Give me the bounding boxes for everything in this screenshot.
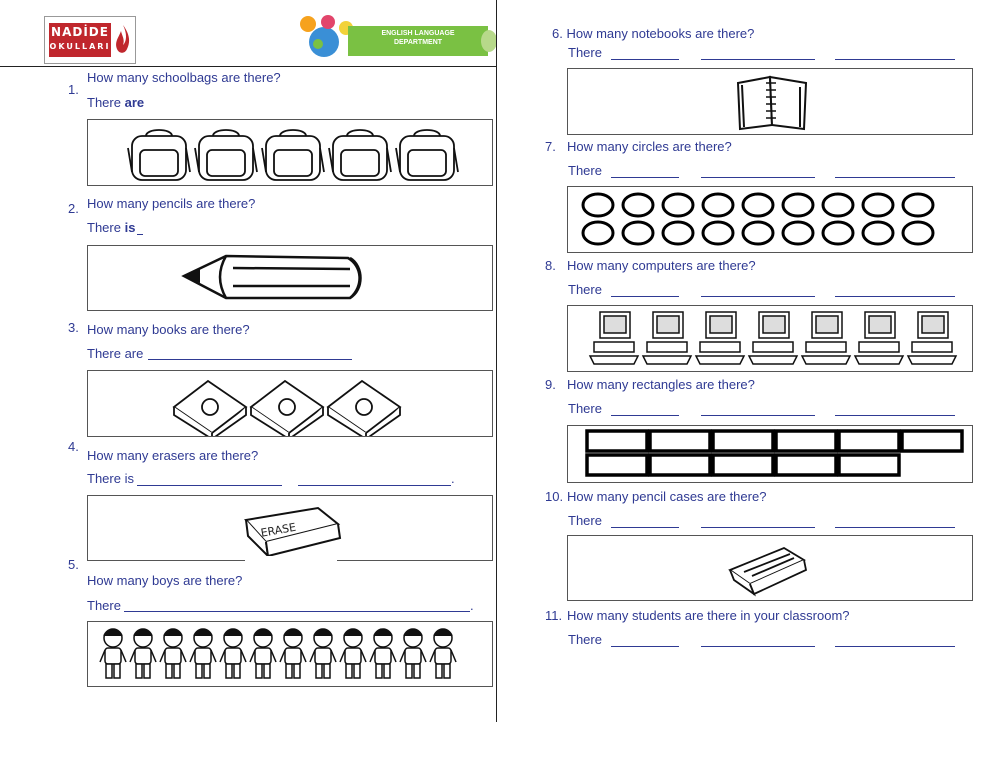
boys-picture [87,621,493,687]
answer-blank[interactable] [124,611,470,612]
circles-picture [567,186,973,253]
computer-icon [908,312,956,364]
answer-prefix: There [568,513,602,528]
question-number: 2. [68,201,79,216]
question-number: 9. [545,377,556,392]
computer-icon [749,312,797,364]
answer-blank[interactable] [611,415,679,416]
computer-icon [590,312,638,364]
department-band [348,26,488,56]
eraser-label: ERASE [259,520,298,540]
rectangle-shape [713,455,773,475]
circle-shape [583,222,613,244]
answer-prefix: There [87,95,121,110]
answer-blank[interactable] [701,59,815,60]
answer-word: are [124,95,145,110]
schoolbag-icon [195,130,257,180]
boy-icon [190,629,216,678]
circle-shape [903,194,933,216]
answer-blank[interactable] [611,59,679,60]
computers-picture [567,305,973,372]
circle-shape [663,194,693,216]
schoolbag-icon [329,130,391,180]
answer-blank[interactable] [611,527,679,528]
computer-icon [802,312,850,364]
circle-shape [743,194,773,216]
erasers-picture [87,495,493,561]
schoolbags-drawing [88,120,492,185]
question-number: 5. [68,557,79,572]
boy-icon [220,629,246,678]
rectangles-picture [567,425,973,483]
rectangle-shape [776,431,836,451]
question-text: How many pencil cases are there? [567,489,767,504]
pencil-case-drawing [568,536,972,600]
computer-icon [643,312,691,364]
flame-icon [113,23,133,57]
boy-icon [160,629,186,678]
boy-icon [100,629,126,678]
pencil-drawing [88,246,492,310]
question-number: 3. [68,320,79,335]
question-text: How many pencils are there? [87,196,256,211]
question-number: 6. [552,26,563,41]
logo-badge [49,23,111,57]
boy-icon [250,629,276,678]
circle-shape [583,194,613,216]
answer-blank[interactable] [701,177,815,178]
book-icon [251,381,323,436]
pencil-cases-picture [567,535,973,601]
book-icon [328,381,400,436]
circle-shape [903,222,933,244]
rectangle-shape [587,455,647,475]
rectangles-drawing [568,426,972,482]
rectangle-shape [650,455,710,475]
schoolbags-picture [87,119,493,186]
logo-line1: NADİDE [51,25,109,39]
answer-word: is [124,220,136,235]
boy-icon [430,629,456,678]
question-number: 8. [545,258,556,273]
answer-blank[interactable] [835,296,955,297]
school-logo [44,16,136,64]
rectangle-shape [650,431,710,451]
circle-shape [863,194,893,216]
answer-prefix: There [568,401,602,416]
answer-blank[interactable] [701,415,815,416]
answer-prefix: There is [87,471,134,486]
answer-blank[interactable] [298,485,451,486]
answer-blank[interactable] [835,177,955,178]
answer-prefix: There [568,45,602,60]
question-number: 10. [545,489,564,504]
circle-shape [663,222,693,244]
notebooks-picture [567,68,973,135]
rectangle-shape [839,431,899,451]
question-text [552,26,754,41]
department-banner [294,14,500,60]
answer-blank[interactable] [835,646,955,647]
answer-blank[interactable] [137,234,143,235]
notebook-drawing [568,69,972,134]
schoolbag-icon [128,130,190,180]
boy-icon [280,629,306,678]
circle-shape [623,222,653,244]
circle-shape [863,222,893,244]
department-line2: DEPARTMENT [393,39,443,46]
box-gap [245,556,337,561]
circle-shape [823,222,853,244]
computer-icon [696,312,744,364]
answer-blank[interactable] [701,296,815,297]
boy-icon [400,629,426,678]
books-picture [87,370,493,437]
answer-prefix: There are [87,346,144,361]
rectangle-shape [713,431,773,451]
circles-drawing [568,187,972,252]
question-number: 11. [545,608,563,623]
answer-suffix: . [451,471,455,486]
answer-blank[interactable] [835,527,955,528]
department-line1: ENGLISH LANGUAGE [381,30,455,37]
schoolbag-icon [396,130,458,180]
question-text: How many erasers are there? [87,448,259,463]
circle-shape [703,222,733,244]
rectangle-shape [902,431,962,451]
boys-drawing [88,622,492,686]
circle-shape [783,222,813,244]
answer-blank[interactable] [611,177,679,178]
answer-prefix: There [568,282,602,297]
question-text: How many circles are there? [567,139,732,154]
circle-shape [623,194,653,216]
answer-line [87,95,144,110]
boy-icon [340,629,366,678]
pencils-picture [87,245,493,311]
question-text: How many computers are there? [567,258,756,273]
answer-blank[interactable] [701,527,815,528]
question-text: How many books are there? [87,322,250,337]
circle-shape [783,194,813,216]
answer-prefix: There [87,598,121,613]
logo-line2: OKULLARI [49,42,111,51]
rectangle-shape [587,431,647,451]
rectangle-shape [776,455,836,475]
boy-icon [130,629,156,678]
question-text: How many schoolbags are there? [87,70,281,85]
books-drawing [88,371,492,436]
circle-shape [703,194,733,216]
header-divider [0,66,497,67]
schoolbag-icon [262,130,324,180]
question-number: 4. [68,439,79,454]
answer-prefix: There [568,632,602,647]
answer-prefix: There [87,220,121,235]
boy-icon [310,629,336,678]
answer-blank[interactable] [148,359,352,360]
answer-suffix: . [470,598,474,613]
question-text: How many boys are there? [87,573,243,588]
answer-blank[interactable] [611,296,679,297]
question-text: How many rectangles are there? [567,377,755,392]
answer-blank[interactable] [835,59,955,60]
answer-blank[interactable] [701,646,815,647]
computer-icon [855,312,903,364]
rectangle-shape [839,455,899,475]
circle-shape [823,194,853,216]
answer-blank[interactable] [611,646,679,647]
computers-drawing [568,306,972,371]
circle-shape [743,222,773,244]
column-divider [496,0,497,722]
question-number: 1. [68,82,79,97]
answer-prefix: There [568,163,602,178]
answer-blank[interactable] [137,485,282,486]
answer-line [87,220,135,235]
question-text: How many students are there in your classroom? [567,608,850,623]
boy-icon [370,629,396,678]
answer-blank[interactable] [835,415,955,416]
question-label: How many notebooks are there? [566,26,755,41]
question-number: 7. [545,139,556,154]
eraser-drawing [88,496,492,560]
book-icon [174,381,246,436]
